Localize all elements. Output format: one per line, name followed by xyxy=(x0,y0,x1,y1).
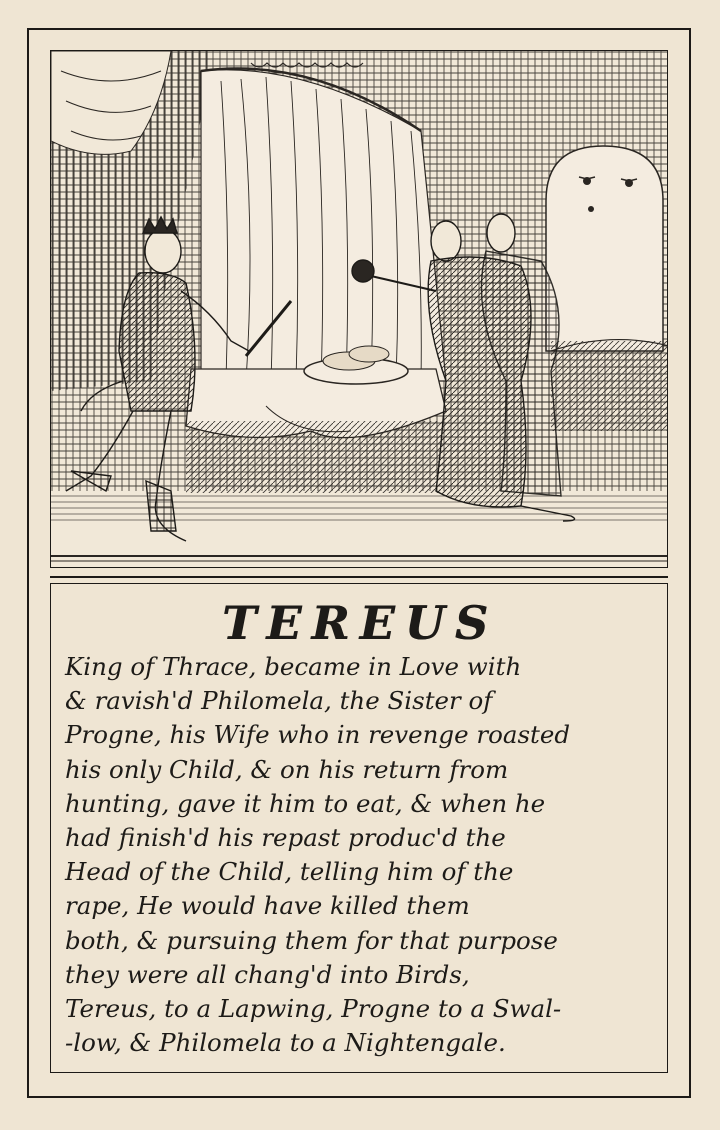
story-line: Progne, his Wife who in revenge roasted xyxy=(65,720,571,750)
story-line: his only Child, & on his return from xyxy=(65,754,509,784)
story-line: King of Thrace, became in Love with xyxy=(65,652,522,681)
story-line: both, & pursuing them for that purpose xyxy=(65,925,558,955)
story-line: rape, He would have killed them xyxy=(65,891,470,921)
story-line: -low, & Philomela to a Nightengale. xyxy=(65,1028,506,1058)
story-line: they were all chang'd into Birds, xyxy=(65,959,470,989)
card-title: TEREUS xyxy=(222,596,498,650)
story-line: Head of the Child, telling him of the xyxy=(65,857,514,887)
engraving-illustration xyxy=(50,50,668,568)
story-line: hunting, gave it him to eat, & when he xyxy=(65,788,546,818)
card-story xyxy=(65,650,661,1060)
story-line: & ravish'd Philomela, the Sister of xyxy=(65,686,493,716)
section-divider xyxy=(50,576,668,578)
engraving-banquet-scene-icon xyxy=(51,51,668,568)
story-line: had finish'd his repast produc'd the xyxy=(65,822,506,852)
text-panel xyxy=(50,583,668,1073)
story-line: Tereus, to a Lapwing, Progne to a Swal- xyxy=(65,993,562,1023)
